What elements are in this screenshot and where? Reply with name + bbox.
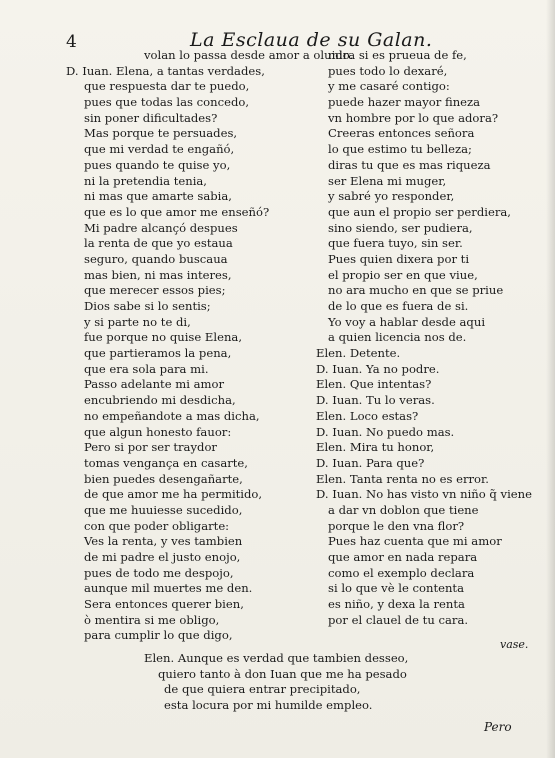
verse-line: sino siendo, ser pudiera, (328, 220, 473, 235)
verse-line: que mi verdad te engañó, (84, 142, 235, 157)
verse-line: con que poder obligarte: (84, 518, 230, 533)
verse-line: pues todo lo dexaré, (328, 63, 448, 78)
verse-line: la renta de que yo estaua (84, 236, 233, 251)
verse-line: que fuera tuyo, sin ser. (328, 236, 463, 251)
verse-line: D. Iuan. No has visto vn niño q̃ viene (316, 487, 532, 502)
verse-line: Dios sabe si lo sentis; (84, 299, 211, 313)
catchword: Pero (484, 720, 512, 734)
verse-line: que es lo que amor me enseñó? (84, 204, 270, 219)
verse-line: pues quando te quise yo, (84, 157, 231, 172)
verse-line: y sabré yo responder, (328, 189, 455, 204)
verse-line: volan lo passa desde amor a oluido. (144, 48, 354, 62)
verse-line: Yo voy a hablar desde aqui (328, 314, 486, 329)
verse-line: de lo que es fuera de si. (328, 299, 469, 313)
verse-line: de que quiera entrar precipitado, (164, 682, 361, 697)
left-verse-column (66, 48, 354, 644)
verse-line: porque le den vna flor? (328, 518, 465, 533)
verse-line: D. Iuan. Tu lo veras. (316, 393, 435, 408)
verse-line: Pues haz cuenta que mi amor (328, 534, 502, 549)
verse-line: Elen. Aunque es verdad que tambien desseo, (144, 651, 409, 665)
verse-line: D. Iuan. No puedo mas. (316, 424, 455, 439)
verse-line: vn hombre por lo que adora? (328, 110, 499, 125)
verse-line: Passo adelante mi amor (84, 377, 225, 392)
verse-line: Elen. Loco estas? (316, 408, 419, 423)
verse-line: Mi padre alcançó despues (84, 220, 238, 235)
verse-line: es niño, y dexa la renta (328, 597, 465, 612)
verse-line: ò mentira si me obligo, (84, 612, 220, 627)
verse-line: que me huuiesse sucedido, (84, 502, 243, 517)
running-head: La Esclaua de su Galan. (190, 29, 433, 51)
stage-direction-aside: vase. (500, 638, 529, 651)
verse-line: ni mas que amarte sabia, (84, 189, 232, 204)
verse-line: como el exemplo declara (328, 565, 475, 580)
closing-verse-block (144, 651, 408, 714)
verse-line: mira si es prueua de fe, (328, 48, 467, 62)
verse-line: seguro, quando buscaua (84, 251, 228, 266)
verse-line: si lo que vè le contenta (328, 581, 465, 596)
verse-line: aunque mil muertes me den. (84, 581, 253, 596)
verse-line: que amor en nada repara (328, 550, 478, 564)
verse-line: fue porque no quise Elena, (84, 330, 243, 345)
verse-line: D. Iuan. Ya no podre. (316, 361, 440, 376)
verse-line: que respuesta dar te puedo, (84, 79, 250, 94)
verse-line: y me casaré contigo: (328, 79, 450, 94)
verse-line: por el clauel de tu cara. (328, 612, 469, 627)
verse-line: Pues quien dixera por ti (328, 251, 470, 266)
verse-line: bien puedes desengañarte, (84, 471, 243, 486)
verse-line: tomas vengança en casarte, (84, 455, 248, 470)
verse-line: pues de todo me despojo, (84, 565, 234, 580)
verse-line: lo que estimo tu belleza; (328, 142, 472, 157)
verse-line: puede hazer mayor fineza (328, 95, 481, 110)
verse-line: Pero si por ser traydor (84, 440, 217, 455)
verse-line: que aun el propio ser perdiera, (328, 204, 511, 219)
verse-line: no empeñandote a mas dicha, (84, 408, 260, 423)
verse-line: de mi padre el justo enojo, (84, 550, 241, 564)
verse-line: Ves la renta, y ves tambien (84, 534, 243, 549)
verse-line: para cumplir lo que digo, (84, 628, 233, 643)
verse-line: el propio ser en que viue, (328, 267, 478, 282)
verse-line: mas bien, ni mas interes, (84, 267, 232, 282)
verse-line: ni la pretendia tenia, (84, 173, 207, 188)
verse-line: Elen. Tanta renta no es error. (316, 471, 489, 486)
verse-line: Elen. Que intentas? (316, 377, 432, 392)
verse-line: D. Iuan. Para que? (316, 455, 425, 470)
verse-line: D. Iuan. Elena, a tantas verdades, (66, 63, 265, 78)
verse-line: de que amor me ha permitido, (84, 487, 263, 502)
verse-line: Creeras entonces señora (328, 126, 475, 141)
verse-line: encubriendo mi desdicha, (84, 393, 236, 408)
verse-line: diras tu que es mas riqueza (328, 157, 491, 172)
verse-line: quiero tanto à don Iuan que me ha pesado (158, 666, 407, 681)
verse-line: Sera entonces querer bien, (84, 597, 244, 612)
verse-line: ser Elena mi muger, (328, 173, 447, 188)
verse-line: Elen. Detente. (316, 346, 401, 361)
page-number: 4 (66, 32, 77, 52)
verse-line: que algun honesto fauor: (84, 424, 232, 439)
verse-line: Elen. Mira tu honor, (316, 440, 435, 455)
verse-line: pues que todas las concedo, (84, 95, 250, 110)
verse-line: sin poner dificultades? (84, 110, 218, 125)
verse-line: que partieramos la pena, (84, 346, 232, 361)
verse-line: que merecer essos pies; (84, 283, 226, 298)
right-verse-column (316, 48, 550, 628)
verse-line: que era sola para mi. (84, 361, 209, 376)
verse-line: Mas porque te persuades, (84, 126, 238, 141)
verse-line: a dar vn doblon que tiene (328, 502, 479, 517)
verse-line: esta locura por mi humilde empleo. (164, 698, 373, 713)
verse-line: no ara mucho en que se priue (328, 283, 504, 298)
verse-line: a quien licencia nos de. (328, 330, 467, 345)
verse-line: y si parte no te di, (84, 314, 191, 329)
